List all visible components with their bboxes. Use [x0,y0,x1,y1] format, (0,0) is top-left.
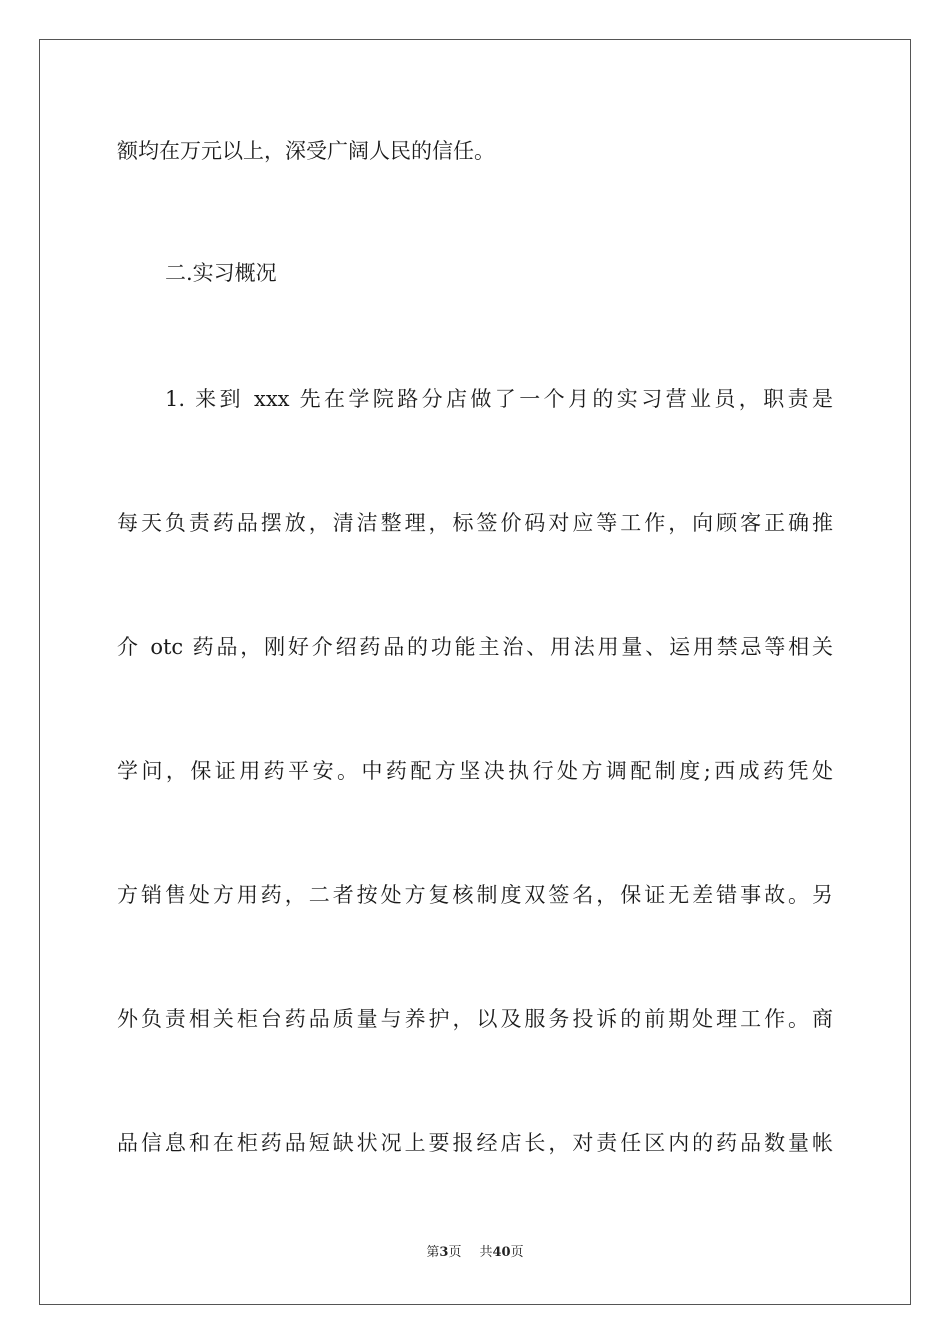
footer-page-prefix: 第 [426,1245,440,1260]
footer-total-prefix: 共 [479,1245,493,1260]
body-line-4: 每天负责药品摆放，清洁整理，标签价码对应等工作，向顾客正确推 [117,511,833,535]
footer-page-suffix: 页 [448,1245,462,1260]
body-line-9: 品信息和在柜药品短缺状况上要报经店长，对责任区内的药品数量帐 [117,1131,833,1155]
section-heading: 二.实习概况 [165,261,277,285]
body-line-1: 额均在万元以上，深受广阔人民的信任。 [117,139,495,163]
body-line-8: 外负责相关柜台药品质量与养护，以及服务投诉的前期处理工作。商 [117,1007,833,1031]
footer-total-pages: 40 [492,1245,511,1260]
body-line-5: 介 otc 药品，刚好介绍药品的功能主治、用法用量、运用禁忌等相关 [117,635,833,659]
body-line-3: 1. 来到 xxx 先在学院路分店做了一个月的实习营业员，职责是 [165,387,833,411]
page-border [39,39,911,1305]
page-footer [0,1244,950,1262]
footer-page-number: 3 [439,1245,449,1260]
footer-total-suffix: 页 [510,1245,524,1260]
body-line-7: 方销售处方用药，二者按处方复核制度双签名，保证无差错事故。另 [117,883,833,907]
body-line-6: 学问，保证用药平安。中药配方坚决执行处方调配制度;西成药凭处 [117,759,833,783]
